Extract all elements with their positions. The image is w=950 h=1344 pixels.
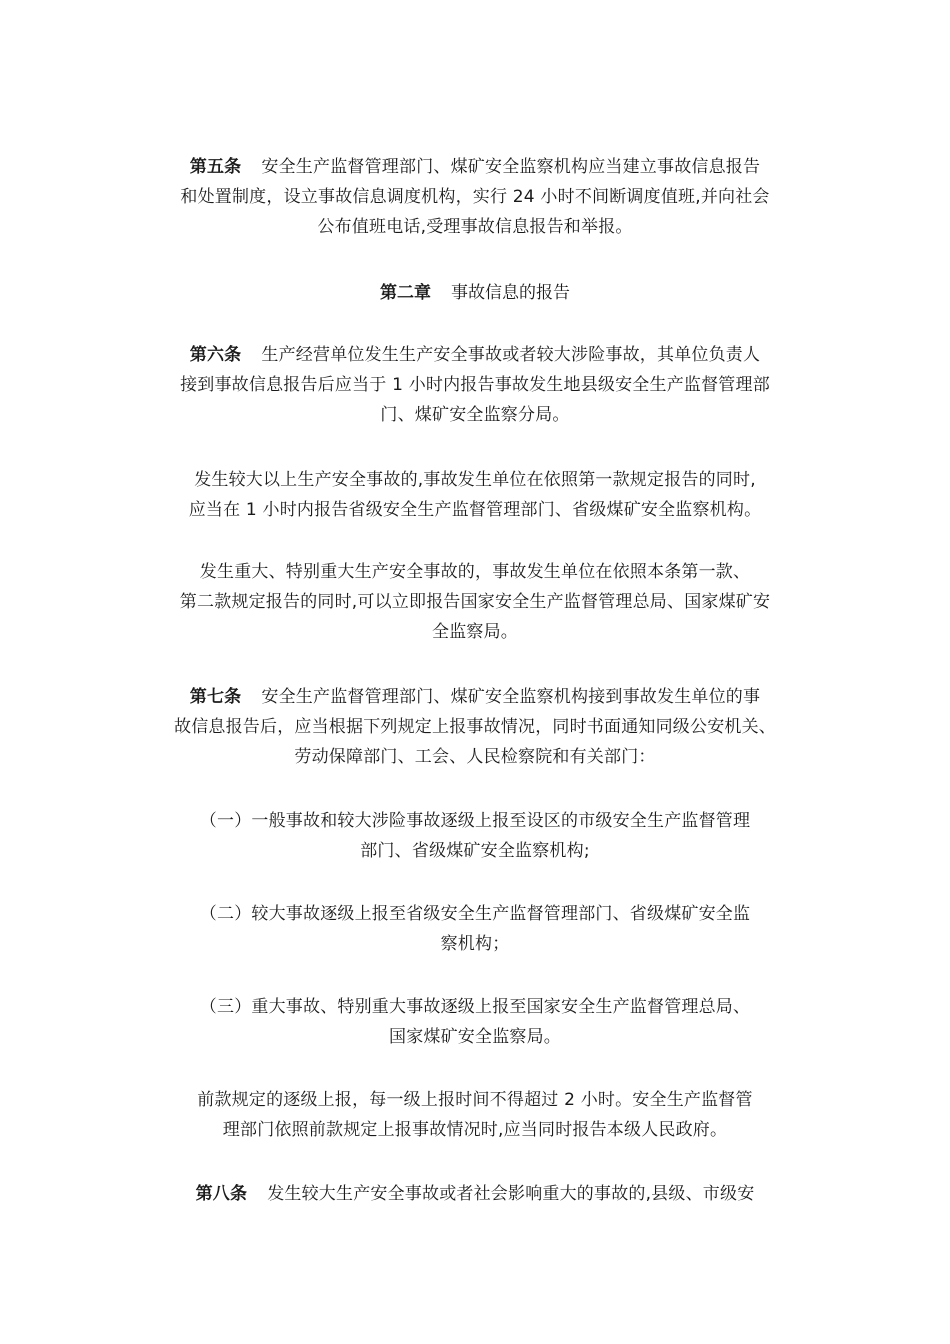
article-6b-line-2: 应当在 1 小时内报告省级安全生产监督管理部门、省级煤矿安全监察机构。 <box>188 500 762 520</box>
article-8-label: 第八条 <box>195 1184 248 1204</box>
article-5-line-3: 公布值班电话,受理事故信息报告和举报。 <box>317 217 633 237</box>
item-2-line-1: （二）较大事故逐级上报至省级安全生产监督管理部门、省级煤矿安全监 <box>199 904 751 924</box>
chapter-2-label: 第二章 <box>380 283 431 303</box>
article-7-line-1 <box>130 682 820 712</box>
item-2-line-2: 察机构； <box>440 934 510 954</box>
article-7-item-2 <box>130 899 820 959</box>
article-8-text-1: 发生较大生产安全事故或者社会影响重大的事故的,县级、市级安 <box>267 1184 755 1204</box>
article-6b-line-1: 发生较大以上生产安全事故的,事故发生单位在依照第一款规定报告的同时, <box>194 470 756 490</box>
article-5-text-1: 安全生产监督管理部门、煤矿安全监察机构应当建立事故信息报告 <box>261 157 761 177</box>
article-6-line-2: 接到事故信息报告后应当于 1 小时内报告事故发生地县级安全生产监督管理部 <box>180 375 770 395</box>
article-6c-line-2: 第二款规定报告的同时,可以立即报告国家安全生产监督管理总局、国家煤矿安 <box>179 592 771 612</box>
article-7-item-3 <box>130 992 820 1052</box>
article-5-paragraph <box>130 152 820 242</box>
chapter-2-title: 事故信息的报告 <box>451 283 570 303</box>
article-7-paragraph <box>130 682 820 772</box>
article-7-label: 第七条 <box>189 687 242 707</box>
article-6c-line-1: 发生重大、特别重大生产安全事故的，事故发生单位在依照本条第一款、 <box>199 562 751 582</box>
article-6-line-1 <box>130 340 820 370</box>
article-6-text-1: 生产经营单位发生生产安全事故或者较大涉险事故，其单位负责人 <box>261 345 761 365</box>
article-6-label: 第六条 <box>189 345 242 365</box>
article-5-line-2: 和处置制度，设立事故信息调度机构，实行 24 小时不间断调度值班,并向社会 <box>180 187 770 207</box>
item-3-line-1: （三）重大事故、特别重大事故逐级上报至国家安全生产监督管理总局、 <box>199 997 751 1017</box>
article-7-item-1 <box>130 806 820 866</box>
article-7-line-3: 劳动保障部门、工会、人民检察院和有关部门： <box>294 747 656 767</box>
item-1-line-2: 部门、省级煤矿安全监察机构; <box>360 841 590 861</box>
article-6-paragraph-3 <box>130 557 820 647</box>
chapter-2-heading <box>130 278 820 308</box>
article-8-paragraph <box>130 1179 820 1209</box>
article-7-line-2: 故信息报告后，应当根据下列规定上报事故情况，同时书面通知同级公安机关、 <box>174 717 776 737</box>
article-5-label: 第五条 <box>189 157 242 177</box>
article-7b-line-1: 前款规定的逐级上报，每一级上报时间不得超过 2 小时。安全生产监督管 <box>197 1090 753 1110</box>
article-7-text-1: 安全生产监督管理部门、煤矿安全监察机构接到事故发生单位的事 <box>261 687 761 707</box>
article-7b-line-2: 理部门依照前款规定上报事故情况时,应当同时报告本级人民政府。 <box>222 1120 728 1140</box>
item-3-line-2: 国家煤矿安全监察局。 <box>389 1027 561 1047</box>
item-1-line-1: （一）一般事故和较大涉险事故逐级上报至设区的市级安全生产监督管理 <box>199 811 751 831</box>
article-7-paragraph-2 <box>130 1085 820 1145</box>
article-5-line-1 <box>130 152 820 182</box>
article-6-paragraph-2 <box>130 465 820 525</box>
article-6-paragraph <box>130 340 820 430</box>
article-8-line-1 <box>130 1179 820 1209</box>
article-6-line-3: 门、煤矿安全监察分局。 <box>380 405 570 425</box>
article-6c-line-3: 全监察局。 <box>432 622 518 642</box>
